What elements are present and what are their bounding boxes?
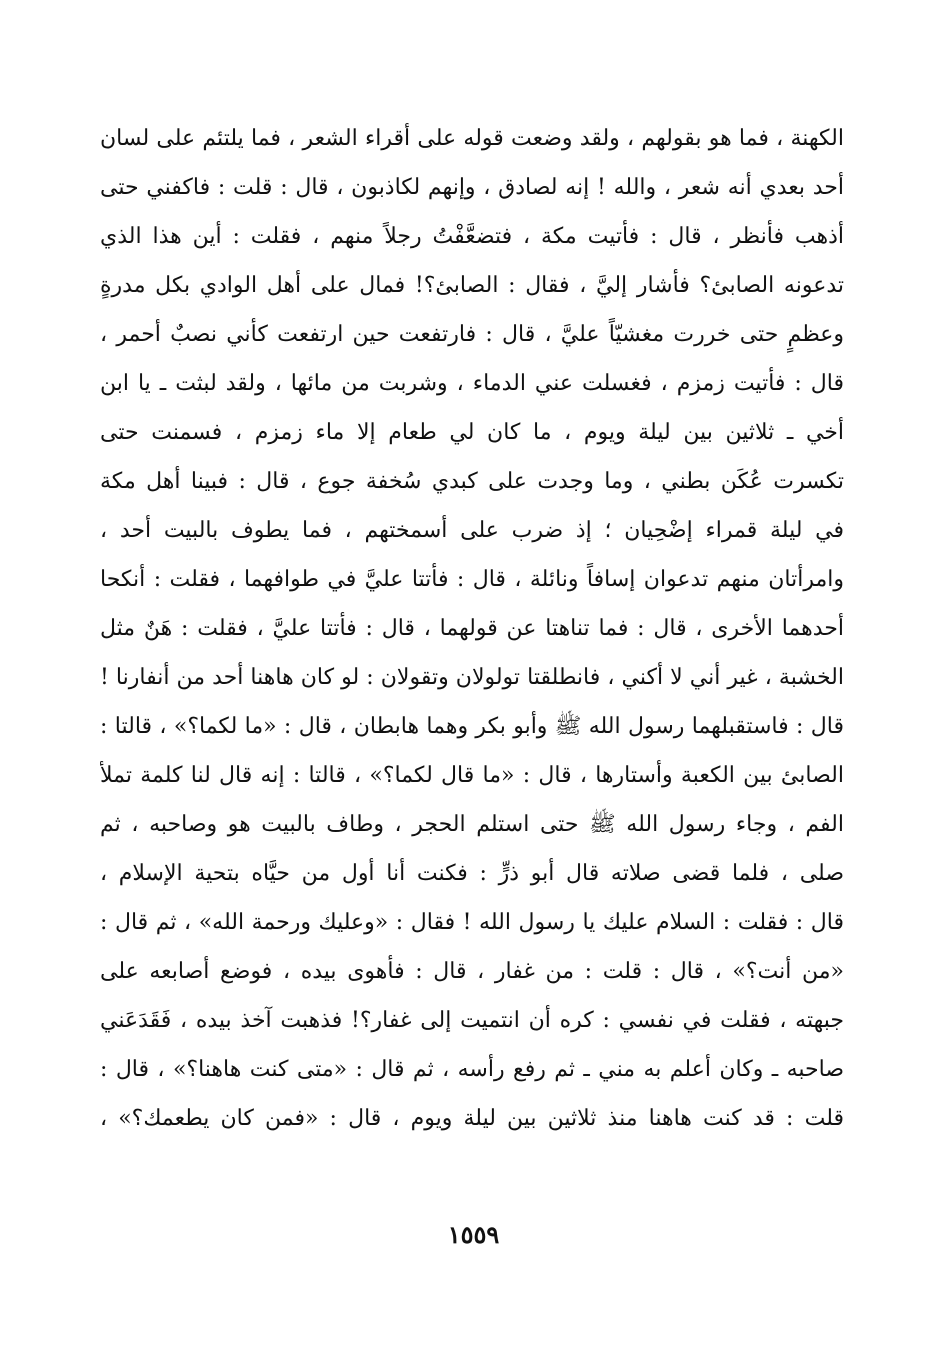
text-line: الصابئ بين الكعبة وأستارها ، قال : «ما قال لكما؟» ، قالتا : إنه قال لنا كلمة تملأ xyxy=(100,763,844,788)
text-line: الخشبة ، غير أني لا أكني ، فانطلقتا تولولان وتقولان : لو كان هاهنا أحد من أنفارنا ! xyxy=(100,665,844,690)
text-line: صلى ، فلما قضى صلاته قال أبو ذرٍّ : فكنت أنا أول من حيَّاه بتحية الإسلام ، xyxy=(100,861,844,886)
text-line: الفم ، وجاء رسول الله ﷺ حتى استلم الحجر ، وطاف بالبيت هو وصاحبه ، ثم xyxy=(100,812,844,837)
page-number: ١٥٥٩ xyxy=(447,1220,500,1249)
text-line: «من أنت؟» ، قال : قلت : من غفار ، قال : فأهوى بيده ، فوضع أصابعه على xyxy=(100,959,844,984)
text-line: الكهنة ، فما هو بقولهم ، ولقد وضعت قوله على أقراء الشعر ، فما يلتئم على لسان xyxy=(100,126,844,151)
text-line: أخي ـ ثلاثين بين ليلة ويوم ، ما كان لي طعام إلا ماء زمزم ، فسمنت حتى xyxy=(100,420,844,445)
text-line: أحدهما الأخرى ، قال : فما تناهتا عن قولهما ، قال : فأتتا عليَّ ، فقلت : هَنٌ مثل xyxy=(100,616,844,641)
text-line: قال : فاستقبلهما رسول الله ﷺ وأبو بكر وهما هابطان ، قال : «ما لكما؟» ، قالتا : xyxy=(100,714,844,739)
text-line: وامرأتان منهم تدعوان إسافاً ونائلة ، قال : فأتتا عليَّ في طوافهما ، فقلت : أنكحا xyxy=(100,567,844,592)
text-line: قال : فأتيت زمزم ، فغسلت عني الدماء ، وشربت من مائها ، ولقد لبثت ـ يا ابن xyxy=(100,371,844,396)
text-line: أذهب فأنظر ، قال : فأتيت مكة ، فتضعَّفْتُ رجلاً منهم ، فقلت : أين هذا الذي xyxy=(100,224,844,249)
text-line: تكسرت عُكَن بطني ، وما وجدت على كبدي سُخفة جوع ، قال : فبينا أهل مكة xyxy=(100,469,844,494)
text-line: قال : فقلت : السلام عليك يا رسول الله ! فقال : «وعليك ورحمة الله» ، ثم قال : xyxy=(100,910,844,935)
text-line: في ليلة قمراء إضْحِيان ؛ إذ ضرب على أسمختهم ، فما يطوف بالبيت أحد ، xyxy=(100,518,844,543)
text-line: صاحبه ـ وكان أعلم به مني ـ ثم رفع رأسه ، ثم قال : «متى كنت هاهنا؟» ، قال : xyxy=(100,1057,844,1082)
text-line: وعظمٍ حتى خررت مغشيّاً عليَّ ، قال : فارتفعت حين ارتفعت كأني نصبٌ أحمر ، xyxy=(100,322,844,347)
text-line: تدعونه الصابئ؟ فأشار إليَّ ، فقال : الصابئ؟! فمال على أهل الوادي بكل مدرةٍ xyxy=(100,273,844,298)
body-text xyxy=(100,114,844,1143)
text-line: جبهته ، فقلت في نفسي : كره أن انتميت إلى غفار؟! فذهبت آخذ بيده ، فَقَدَعَني xyxy=(100,1008,844,1033)
text-line: قلت : قد كنت هاهنا منذ ثلاثين بين ليلة ويوم ، قال : «فمن كان يطعمك؟» ، xyxy=(100,1106,844,1131)
text-line: أحد بعدي أنه شعر ، والله ! إنه لصادق ، وإنهم لكاذبون ، قال : قلت : فاكفني حتى xyxy=(100,175,844,200)
